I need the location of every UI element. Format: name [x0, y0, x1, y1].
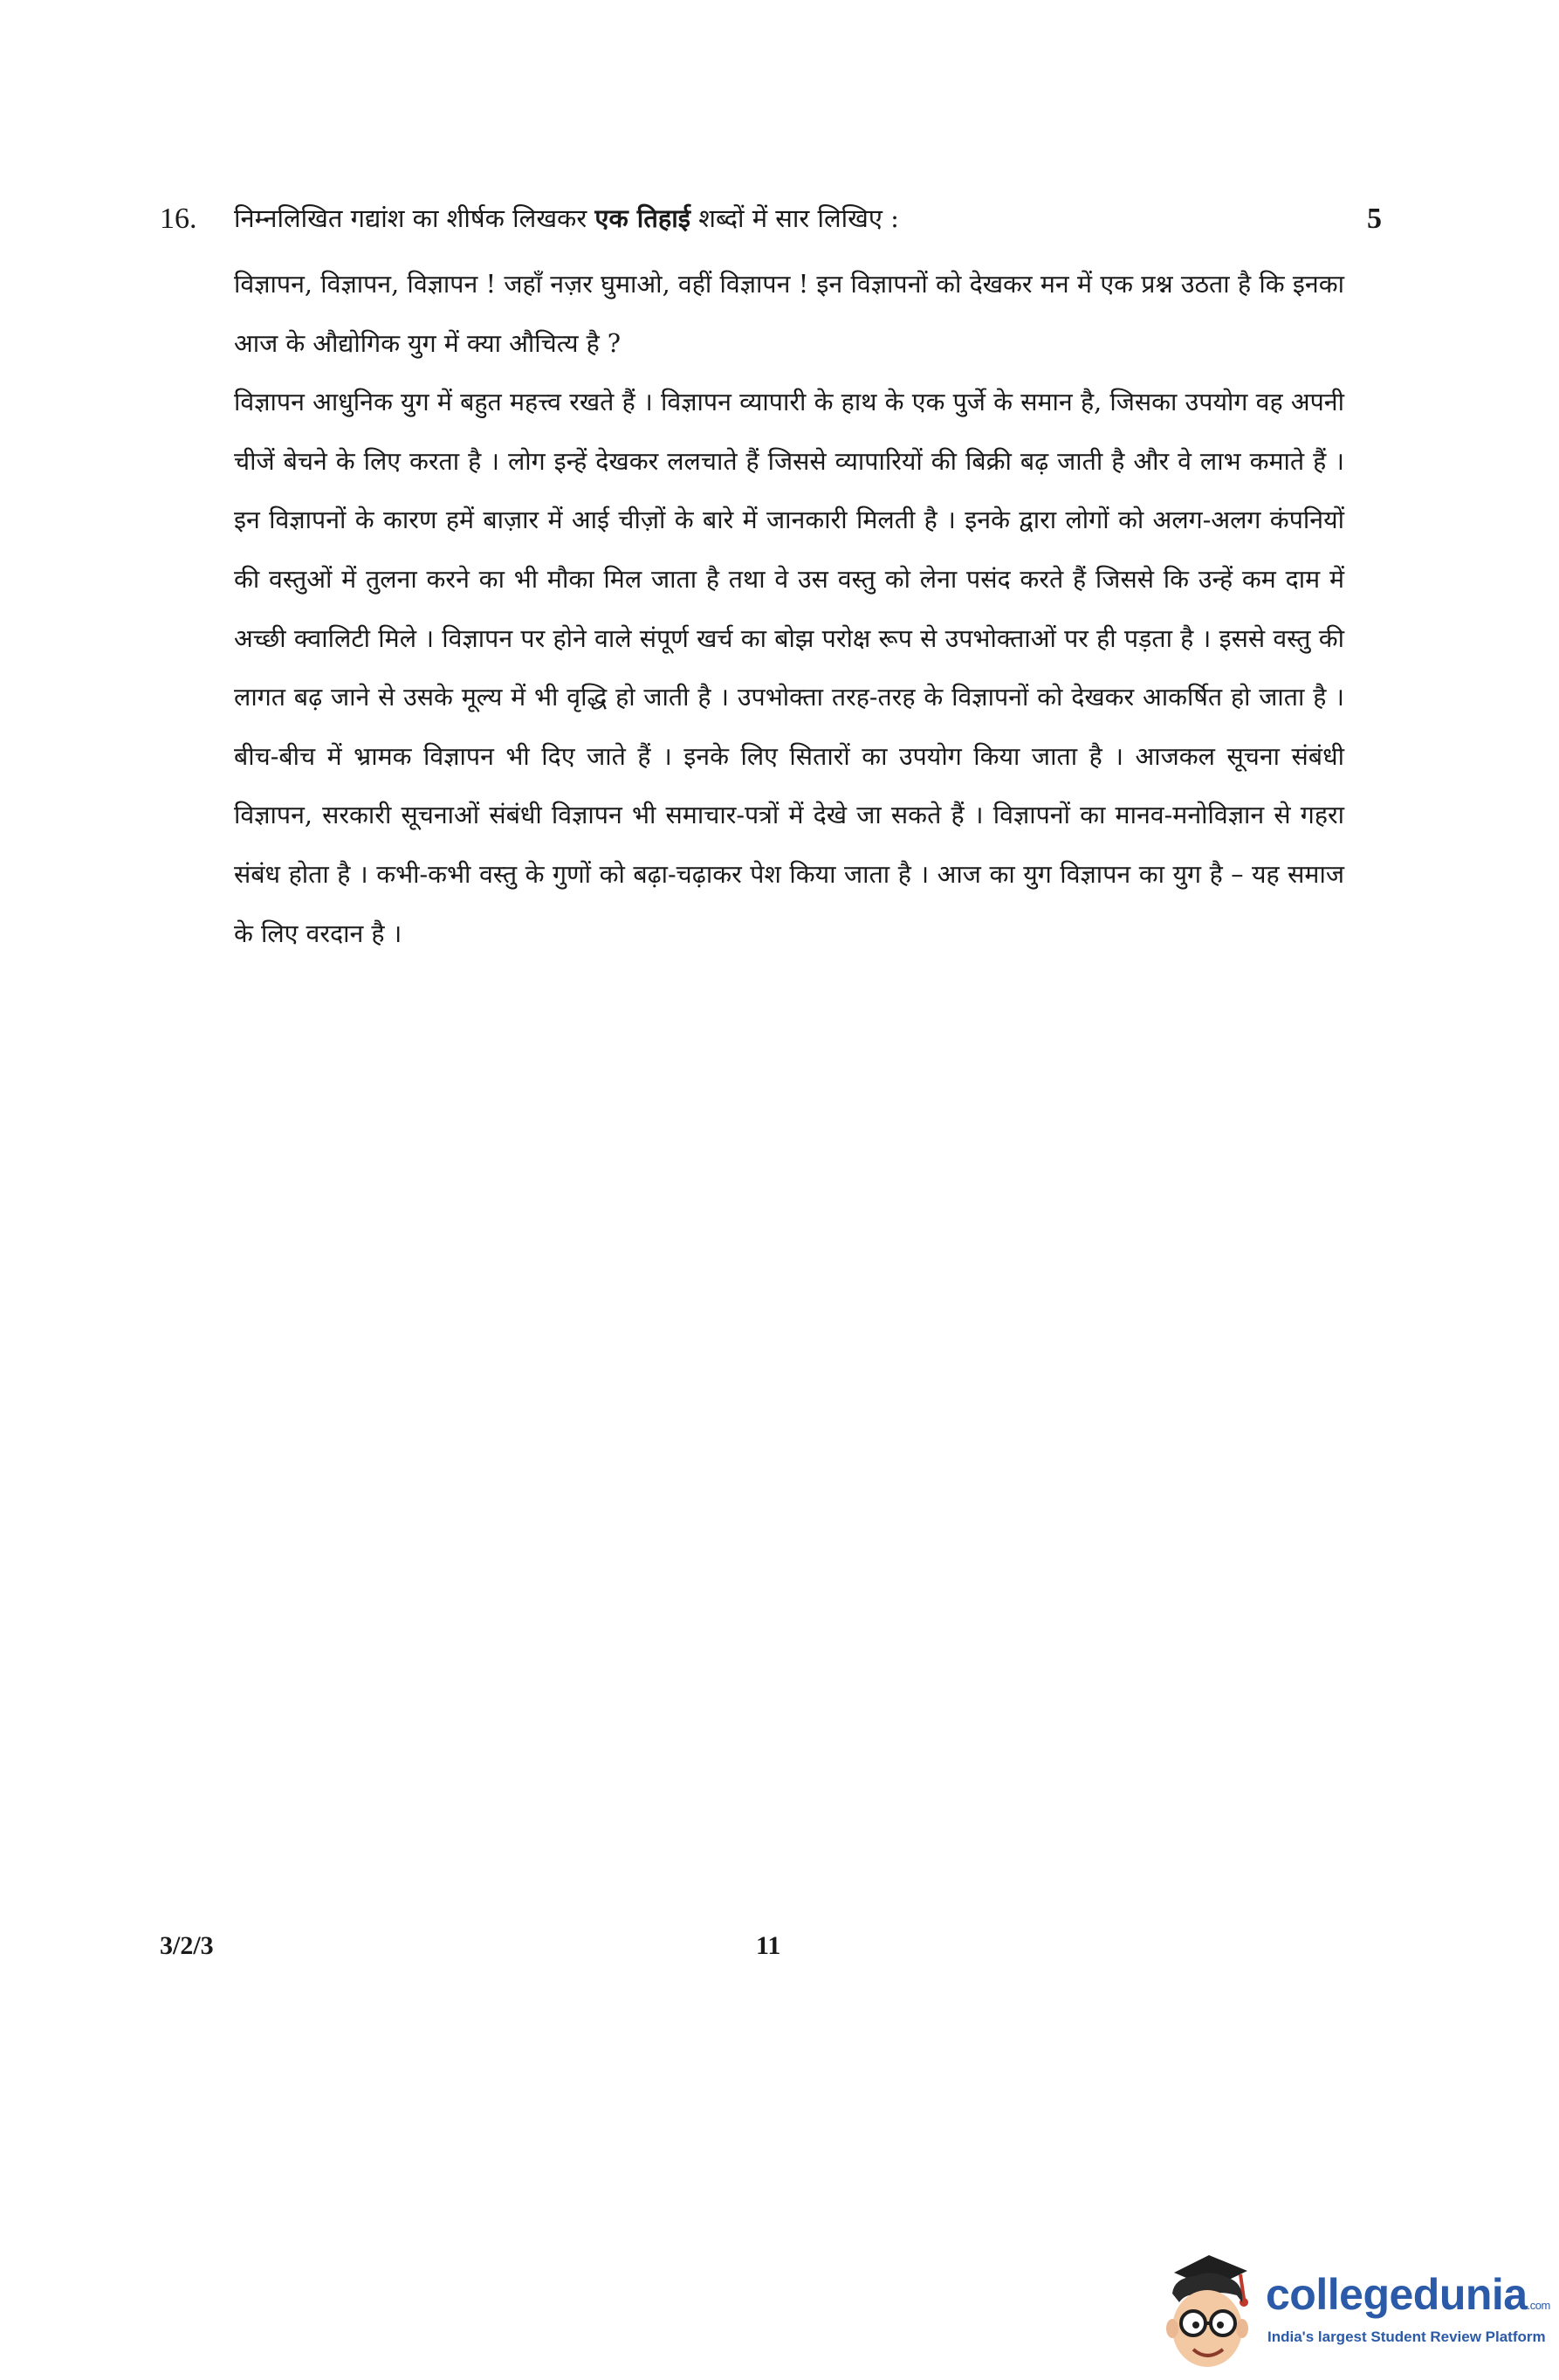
- brand-wordmark: collegedunia: [1266, 2270, 1528, 2319]
- instruction-emphasis: एक तिहाई: [594, 203, 691, 233]
- paper-code: 3/2/3: [160, 1931, 214, 1960]
- brand-name: [1266, 2269, 1550, 2320]
- passage: [234, 255, 1344, 963]
- brand-tagline: India's largest Student Review Platform: [1267, 2328, 1546, 2345]
- question-instruction: [234, 201, 1334, 235]
- question-marks: 5: [1367, 203, 1382, 235]
- instruction-text-start: निम्नलिखित गद्यांश का शीर्षक लिखकर: [234, 203, 595, 233]
- mascot-logo-icon: [1157, 2248, 1261, 2380]
- brand-domain-suffix: .com: [1527, 2299, 1550, 2312]
- instruction-text-end: शब्दों में सार लिखिए :: [690, 203, 899, 233]
- passage-paragraph-2: विज्ञापन आधुनिक युग में बहुत महत्त्व रखते हैं । विज्ञापन व्यापारी के हाथ के एक पुर्जे के समान है, जिसका उपयोग वह अपनी चीजें बेचने के लिए करता है । लोग इन्हें देखकर ललचाते हैं जिससे व्यापारियों की बिक्री बढ़ जाती है और वे लाभ कमाते हैं । इन विज्ञापनों के कारण हमें बाज़ार में आई चीज़ों के बारे में जानकारी मिलती है । इनके द्वारा लोगों को अलग-अलग कंपनियों की वस्तुओं में तुलना करने का भी मौका मिल जाता है तथा वे उस वस्तु को लेना पसंद करते हैं जिससे कि उन्हें कम दाम में अच्छी क्वालिटी मिले । विज्ञापन पर होने वाले संपूर्ण खर्च का बोझ परोक्ष रूप से उपभोक्ताओं पर ही पड़ता है । इससे वस्तु की लागत बढ़ जाने से उसके मूल्य में भी वृद्धि हो जाती है । उपभोक्ता तरह-तरह के विज्ञापनों को देखकर आकर्षित हो जाता है । बीच-बीच में भ्रामक विज्ञापन भी दिए जाते हैं । इनके लिए सितारों का उपयोग किया जाता है । आजकल सूचना संबंधी विज्ञापन, सरकारी सूचनाओं संबंधी विज्ञापन भी समाचार-पत्रों में देखे जा सकते हैं । विज्ञापनों का मानव-मनोविज्ञान से गहरा संबंध होता है । कभी-कभी वस्तु के गुणों को बढ़ा-चढ़ाकर पेश किया जाता है । आज का युग विज्ञापन का युग है – यह समाज के लिए वरदान है ।: [234, 388, 1344, 948]
- page-number: 11: [756, 1931, 781, 1960]
- collegedunia-watermark: [1157, 2248, 1559, 2380]
- passage-paragraph-1: विज्ञापन, विज्ञापन, विज्ञापन ! जहाँ नज़र घुमाओ, वहीं विज्ञापन ! इन विज्ञापनों को देखकर मन में एक प्रश्न उठता है कि इनका आज के औद्योगिक युग में क्या औचित्य है ?: [234, 270, 1344, 358]
- question-number: 16.: [160, 203, 197, 235]
